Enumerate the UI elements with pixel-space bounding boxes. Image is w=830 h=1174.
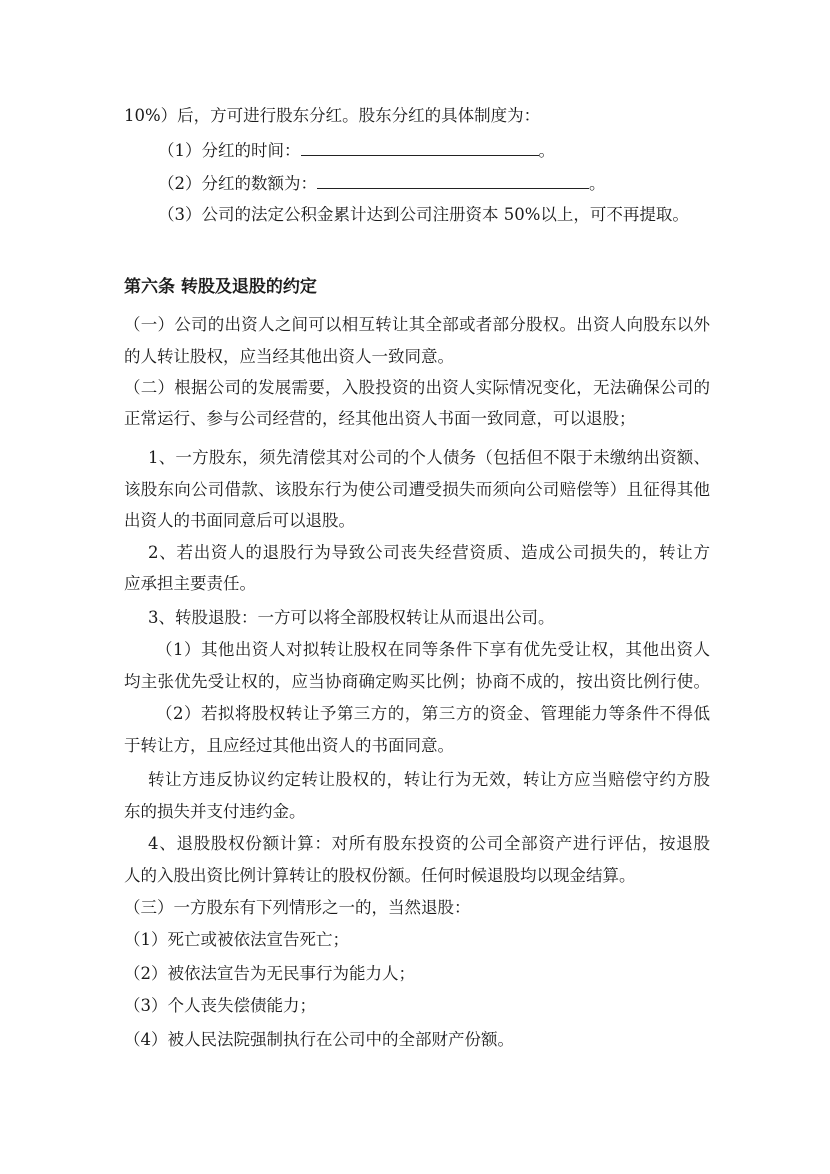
text-line: （二）根据公司的发展需要，入股投资的出资人实际情况变化，无法确保公司的 xyxy=(124,378,710,397)
text-line: 出资人的书面同意后可以退股。 xyxy=(124,511,355,530)
section-heading: 第六条 转股及退股的约定 xyxy=(124,277,317,297)
text-line: 均主张优先受让权的，应当协商确定购买比例；协商不成的，按出资比例行使。 xyxy=(124,672,710,691)
text-line: （三）一方股东有下列情形之一的，当然退股： xyxy=(124,898,471,917)
intro-line: 10%）后，方可进行股东分红。股东分红的具体制度为： xyxy=(124,106,541,125)
text-line: 人的入股出资比例计算转让的股权份额。任何时候退股均以现金结算。 xyxy=(124,866,636,885)
dividend-amount-line xyxy=(158,172,710,194)
text-line: 该股东向公司借款、该股东行为使公司遭受损失而须向公司赔偿等）且征得其他 xyxy=(124,480,710,499)
dividend-time-line xyxy=(158,139,710,161)
text-line: 4、退股股权份额计算：对所有股东投资的公司全部资产进行评估，按退股 xyxy=(148,834,710,853)
text-line: （一）公司的出资人之间可以相互转让其全部或者部分股权。出资人向股东以外 xyxy=(124,315,710,334)
text-line: 应承担主要责任。 xyxy=(124,574,256,593)
text-line: 正常运行、参与公司经营的，经其他出资人书面一致同意，可以退股； xyxy=(124,409,636,428)
reserve-rule-line: （3）公司的法定公积金累计达到公司注册资本 50%以上，可不再提取。 xyxy=(158,205,689,224)
dividend-time-label: （1）分红的时间： xyxy=(158,141,301,160)
text-line: 于转让方，且应经过其他出资人的书面同意。 xyxy=(124,736,454,755)
text-line: （1）死亡或被依法宣告死亡； xyxy=(124,930,349,949)
period: 。 xyxy=(589,174,606,193)
text-line: （2）若拟将股权转让予第三方的，第三方的资金、管理能力等条件不得低 xyxy=(156,704,710,723)
dividend-amount-label: （2）分红的数额为： xyxy=(158,174,317,193)
text-line: 东的损失并支付违约金。 xyxy=(124,802,306,821)
text-line: （2）被依法宣告为无民事行为能力人； xyxy=(124,964,415,983)
dividend-time-blank xyxy=(301,139,539,156)
text-line: 2、若出资人的退股行为导致公司丧失经营资质、造成公司损失的，转让方 xyxy=(148,543,710,562)
text-line: 的人转让股权，应当经其他出资人一致同意。 xyxy=(124,347,454,366)
period: 。 xyxy=(538,141,555,160)
text-line: （4）被人民法院强制执行在公司中的全部财产份额。 xyxy=(124,1030,514,1049)
text-line: （3）个人丧失偿债能力； xyxy=(124,996,316,1015)
text-line: 1、一方股东，须先清偿其对公司的个人债务（包括但不限于未缴纳出资额、 xyxy=(148,448,710,467)
text-line: 转让方违反协议约定转让股权的，转让行为无效，转让方应当赔偿守约方股 xyxy=(148,770,710,789)
dividend-amount-blank xyxy=(317,172,589,189)
text-line: 3、转股退股：一方可以将全部股权转让从而退出公司。 xyxy=(148,608,555,627)
text-line: （1）其他出资人对拟转让股权在同等条件下享有优先受让权，其他出资人 xyxy=(156,640,710,659)
